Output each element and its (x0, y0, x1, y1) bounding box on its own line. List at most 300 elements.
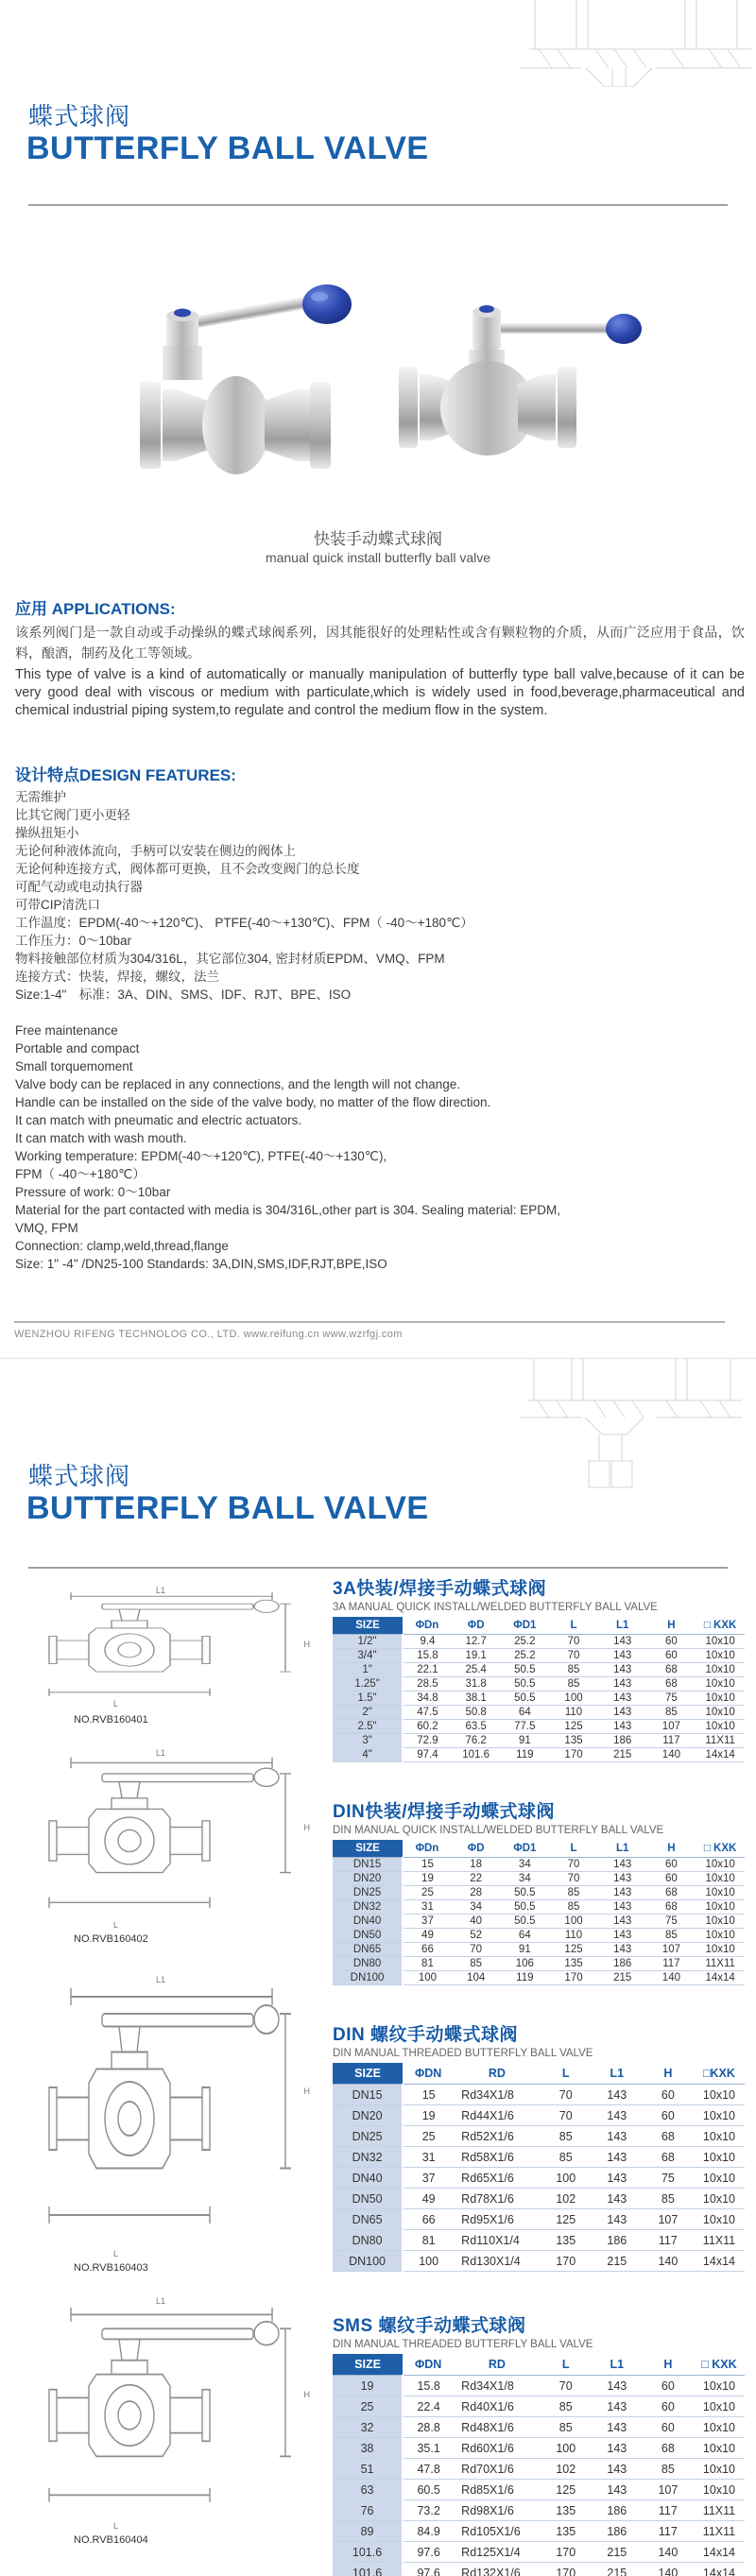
table-cell: 22 (452, 1872, 501, 1886)
table-cell: 135 (549, 1734, 598, 1748)
table-cell: 12.7 (452, 1635, 501, 1649)
table-cell: 170 (541, 2251, 592, 2272)
table-cell: 117 (643, 2500, 694, 2521)
table-cell: 1.25" (333, 1677, 403, 1692)
table-row (333, 1649, 745, 1663)
applications-heading: 应用 APPLICATIONS: (15, 600, 176, 618)
table-cell: DN50 (333, 1929, 403, 1943)
table-row (333, 2376, 745, 2396)
table-cell: 10x10 (696, 1692, 745, 1706)
table-cell: 63 (333, 2480, 403, 2500)
header-cell: H (643, 2063, 694, 2085)
drawing-label: NO.RVB160401 (74, 1714, 148, 1726)
header-cell: L (541, 2063, 592, 2085)
table-row (333, 1663, 745, 1677)
table-cell: Rd34X1/8 (454, 2376, 541, 2396)
feature-line: Size:1-4" 标准：3A、DIN、SMS、IDF、RJT、BPE、ISO (15, 987, 352, 1002)
tech-drawing-3 (28, 1977, 312, 2281)
table-row (333, 2105, 745, 2126)
table-cell: 102 (541, 2189, 592, 2209)
table-cell: 68 (647, 1886, 696, 1900)
table-cell: 50.5 (500, 1677, 549, 1692)
header-row (333, 1840, 745, 1858)
table-cell: DN50 (333, 2189, 403, 2209)
table-cell: 60 (647, 1872, 696, 1886)
table-cell: 32 (333, 2417, 403, 2438)
table-cell: 10x10 (694, 2417, 745, 2438)
table-cell: 107 (643, 2209, 694, 2230)
table-section-din-threaded (333, 2020, 745, 2272)
drawing-label: NO.RVB160404 (74, 2534, 148, 2546)
table-cell: 170 (549, 1748, 598, 1762)
table-cell: 104 (452, 1971, 501, 1985)
table-row (333, 1677, 745, 1692)
table-row (333, 1957, 745, 1971)
table-cell: 170 (541, 2542, 592, 2563)
table-cell: 186 (592, 2500, 643, 2521)
table-section-din-quick (333, 1797, 745, 1985)
table-cell: 52 (452, 1929, 501, 1943)
table-title-cn: DIN 螺纹手动蝶式球阀 (333, 2025, 519, 2045)
header-cell: ΦDn (403, 1840, 452, 1858)
table-title-cn: 3A快装/焊接手动蝶式球阀 (333, 1579, 547, 1599)
table-cell: 51 (333, 2459, 403, 2480)
table-cell: 68 (643, 2438, 694, 2459)
header-cell: L (549, 1617, 598, 1635)
table-cell: 170 (549, 1971, 598, 1985)
title-divider (28, 204, 728, 206)
table-cell: 85 (647, 1706, 696, 1720)
table-cell: 10x10 (696, 1677, 745, 1692)
header-row (333, 2354, 745, 2376)
table-cell: 11X11 (696, 1957, 745, 1971)
dim-label-l: L (113, 2249, 119, 2258)
table-cell: 143 (592, 2417, 643, 2438)
tech-drawing-4 (28, 2298, 312, 2553)
dim-label-h: H (303, 2086, 310, 2096)
table-cell: 125 (541, 2209, 592, 2230)
table-cell: 75 (643, 2168, 694, 2189)
table-cell: 4" (333, 1748, 403, 1762)
table-cell: 66 (403, 1943, 452, 1957)
table-cell: 14x14 (694, 2542, 745, 2563)
table-cell: 66 (403, 2209, 454, 2230)
table-cell: 10x10 (694, 2147, 745, 2168)
table-section-3a-quick (333, 1574, 745, 1762)
table-cell: 60.2 (403, 1720, 452, 1734)
table-row (333, 1943, 745, 1957)
table-cell: 170 (541, 2563, 592, 2576)
table-row (333, 2500, 745, 2521)
table-cell: 143 (592, 2189, 643, 2209)
table-cell: DN100 (333, 2251, 403, 2272)
page-title-cn: 蝶式球阀 (28, 102, 131, 130)
table-cell: Rd78X1/6 (454, 2189, 541, 2209)
table-cell: 1.5" (333, 1692, 403, 1706)
table-cell: Rd132X1/6 (454, 2563, 541, 2576)
table-title-en: 3A MANUAL QUICK INSTALL/WELDED BUTTERFLY BALL VALVE (333, 1602, 658, 1613)
table-cell: 60 (643, 2105, 694, 2126)
table-cell: 25 (403, 1886, 452, 1900)
features-heading: 设计特点DESIGN FEATURES: (15, 766, 236, 784)
header-cell: ΦDn (403, 1617, 452, 1635)
table-row (333, 2438, 745, 2459)
table-cell: 10x10 (696, 1900, 745, 1915)
table-cell: DN15 (333, 1858, 403, 1872)
table-cell: DN40 (333, 1915, 403, 1929)
table-cell: 143 (592, 2126, 643, 2147)
header-cell: ΦDN (403, 2063, 454, 2085)
table-cell: 85 (452, 1957, 501, 1971)
header-cell: RD (454, 2354, 541, 2376)
table-cell: 25.4 (452, 1663, 501, 1677)
feature-line: 可配气动或电动执行器 (15, 880, 143, 894)
table-cell: 85 (549, 1663, 598, 1677)
table-cell: 117 (643, 2230, 694, 2251)
table-cell: 143 (592, 2105, 643, 2126)
table-cell: 60 (647, 1858, 696, 1872)
table-cell: 186 (598, 1734, 647, 1748)
table-cell: 107 (643, 2480, 694, 2500)
table-cell: DN15 (333, 2085, 403, 2105)
feature-line: 无论何种液体流向，手柄可以安装在侧边的阀体上 (15, 844, 296, 858)
table-row (333, 2521, 745, 2542)
dim-label-l: L (113, 1920, 119, 1930)
table-cell: Rd98X1/6 (454, 2500, 541, 2521)
feature-line: Portable and compact (15, 1041, 140, 1056)
table-title-en: DIN MANUAL THREADED BUTTERFLY BALL VALVE (333, 2339, 593, 2350)
table-cell: 25 (333, 2396, 403, 2417)
table-row (333, 1858, 745, 1872)
spec-table-3a (333, 1617, 745, 1762)
table-cell: 107 (647, 1720, 696, 1734)
table-cell: 14x14 (696, 1971, 745, 1985)
valve-section-sketch (444, 0, 756, 87)
table-cell: 10x10 (694, 2126, 745, 2147)
table-cell: 70 (549, 1872, 598, 1886)
table-cell: 70 (549, 1649, 598, 1663)
table-cell: Rd95X1/6 (454, 2209, 541, 2230)
table-cell: 70 (541, 2105, 592, 2126)
header-cell: SIZE (333, 2354, 403, 2376)
table-cell: 215 (598, 1748, 647, 1762)
table-cell: 119 (500, 1971, 549, 1985)
table-cell: 70 (541, 2085, 592, 2105)
table-cell: 143 (592, 2396, 643, 2417)
table-cell: 38 (333, 2438, 403, 2459)
spec-table-din-threaded (333, 2063, 745, 2272)
table-cell: 76 (333, 2500, 403, 2521)
valve-section-sketch-2 (515, 1359, 747, 1496)
table-cell: 100 (549, 1915, 598, 1929)
table-cell: DN80 (333, 2230, 403, 2251)
table-cell: 143 (592, 2209, 643, 2230)
table-cell: 47.8 (403, 2459, 454, 2480)
table-cell: 143 (592, 2376, 643, 2396)
dim-label-l1: L1 (156, 2296, 166, 2306)
table-cell: 31 (403, 2147, 454, 2168)
dim-label-l1: L1 (156, 1586, 166, 1595)
table-cell: 60 (643, 2396, 694, 2417)
table-cell: 50.5 (500, 1692, 549, 1706)
table-cell: 10x10 (694, 2396, 745, 2417)
feature-line: 工作温度：EPDM(-40～+120℃)、 PTFE(-40～+130℃)、FPM（ -40～+180℃） (15, 916, 473, 930)
table-cell: 143 (592, 2168, 643, 2189)
table-cell: 68 (647, 1900, 696, 1915)
table-cell: 50.5 (500, 1915, 549, 1929)
table-cell: 37 (403, 1915, 452, 1929)
table-title-en: DIN MANUAL THREADED BUTTERFLY BALL VALVE (333, 2048, 593, 2059)
header-cell: H (647, 1840, 696, 1858)
table-cell: 60 (647, 1635, 696, 1649)
table-cell: 75 (647, 1915, 696, 1929)
table-row (333, 2126, 745, 2147)
table-cell: 10x10 (696, 1720, 745, 1734)
table-cell: 28.8 (403, 2417, 454, 2438)
table-cell: 34 (500, 1872, 549, 1886)
table-cell: 73.2 (403, 2500, 454, 2521)
table-cell: 85 (541, 2147, 592, 2168)
table-cell: DN65 (333, 2209, 403, 2230)
table-cell: DN40 (333, 2168, 403, 2189)
table-cell: 140 (647, 1971, 696, 1985)
table-cell: 91 (500, 1734, 549, 1748)
header-cell: L (541, 2354, 592, 2376)
table-cell: 38.1 (452, 1692, 501, 1706)
dim-label-h: H (303, 1823, 310, 1833)
table-row (333, 1886, 745, 1900)
table-row (333, 2542, 745, 2563)
table-cell: 186 (592, 2230, 643, 2251)
table-cell: 15.8 (403, 1649, 452, 1663)
table-cell: DN20 (333, 2105, 403, 2126)
table-cell: 85 (647, 1929, 696, 1943)
table-cell: 1" (333, 1663, 403, 1677)
table-row (333, 1872, 745, 1886)
table-cell: 10x10 (694, 2189, 745, 2209)
table-cell: 11X11 (694, 2521, 745, 2542)
table-cell: 10x10 (694, 2480, 745, 2500)
table-section-sms-threaded (333, 2311, 745, 2576)
table-cell: 15 (403, 1858, 452, 1872)
table-cell: 89 (333, 2521, 403, 2542)
table-cell: 10x10 (696, 1635, 745, 1649)
table-cell: Rd58X1/6 (454, 2147, 541, 2168)
table-cell: 101.6 (333, 2563, 403, 2576)
tech-drawing-2 (28, 1750, 312, 1952)
header-cell: ΦD (452, 1840, 501, 1858)
header-row (333, 1617, 745, 1635)
table-row (333, 1734, 745, 1748)
table-row (333, 1706, 745, 1720)
table-cell: 85 (541, 2396, 592, 2417)
table-cell: 135 (541, 2230, 592, 2251)
feature-line: Pressure of work: 0～10bar (15, 1185, 171, 1199)
table-cell: 50.5 (500, 1663, 549, 1677)
header-cell: L1 (592, 2063, 643, 2085)
feature-line: Small torquemoment (15, 1059, 133, 1073)
table-cell: 117 (647, 1957, 696, 1971)
table-cell: 60.5 (403, 2480, 454, 2500)
table-row (333, 2147, 745, 2168)
table-row (333, 2230, 745, 2251)
table-cell: 81 (403, 2230, 454, 2251)
header-cell: ΦD1 (500, 1617, 549, 1635)
table-cell: 25 (403, 2126, 454, 2147)
table-cell: 1/2" (333, 1635, 403, 1649)
table-cell: Rd60X1/6 (454, 2438, 541, 2459)
table-row (333, 1720, 745, 1734)
table-row (333, 1748, 745, 1762)
table-cell: 47.5 (403, 1706, 452, 1720)
table-cell: 140 (643, 2542, 694, 2563)
table-cell: 19 (403, 2105, 454, 2126)
table-cell: 76.2 (452, 1734, 501, 1748)
table-cell: 50.5 (500, 1900, 549, 1915)
table-cell: 100 (549, 1692, 598, 1706)
table-cell: 68 (643, 2147, 694, 2168)
table-cell: 14x14 (696, 1748, 745, 1762)
table-cell: 22.1 (403, 1663, 452, 1677)
feature-line: 物料接触部位材质为304/316L，其它部位304, 密封材质EPDM、VMQ、FPM (15, 952, 445, 966)
table-cell: 143 (598, 1943, 647, 1957)
table-cell: 11X11 (694, 2500, 745, 2521)
table-row (333, 2209, 745, 2230)
table-row (333, 1971, 745, 1985)
header-cell: SIZE (333, 1840, 403, 1858)
table-cell: 117 (647, 1734, 696, 1748)
table-cell: 143 (598, 1677, 647, 1692)
spec-table-din (333, 1840, 745, 1985)
table-row (333, 1635, 745, 1649)
footer-company: WENZHOU RIFENG TECHNOLOG CO., LTD. www.reifung.cn www.wzrfgj.com (14, 1329, 403, 1340)
table-cell: 11X11 (696, 1734, 745, 1748)
table-cell: DN32 (333, 1900, 403, 1915)
feature-line: Free maintenance (15, 1023, 118, 1038)
table-cell: Rd34X1/8 (454, 2085, 541, 2105)
table-cell: 28 (452, 1886, 501, 1900)
feature-line: Size: 1" -4" /DN25-100 Standards: 3A,DIN,SMS,IDF,RJT,BPE,ISO (15, 1257, 387, 1271)
table-cell: DN32 (333, 2147, 403, 2168)
table-cell: Rd40X1/6 (454, 2396, 541, 2417)
table-cell: 2.5" (333, 1720, 403, 1734)
feature-line: VMQ, FPM (15, 1221, 78, 1235)
dim-label-h: H (303, 1639, 310, 1649)
table-cell: 186 (592, 2521, 643, 2542)
table-cell: Rd65X1/6 (454, 2168, 541, 2189)
table-cell: 143 (592, 2438, 643, 2459)
table-cell: Rd130X1/4 (454, 2251, 541, 2272)
table-title-cn: DIN快装/焊接手动蝶式球阀 (333, 1802, 556, 1822)
table-cell: Rd85X1/6 (454, 2480, 541, 2500)
dim-label-l: L (113, 2521, 119, 2531)
table-cell: 143 (592, 2459, 643, 2480)
table-cell: 64 (500, 1706, 549, 1720)
feature-line: Handle can be installed on the side of the valve body, no matter of the flow direction. (15, 1095, 491, 1109)
table-cell: 143 (598, 1900, 647, 1915)
table-cell: 3" (333, 1734, 403, 1748)
table-cell: 140 (643, 2563, 694, 2576)
table-cell: 140 (643, 2251, 694, 2272)
header-cell: L (549, 1840, 598, 1858)
table-cell: 50.5 (500, 1886, 549, 1900)
table-cell: 97.6 (403, 2542, 454, 2563)
header-cell: L1 (598, 1617, 647, 1635)
table-cell: 70 (452, 1943, 501, 1957)
table-cell: 14x14 (694, 2563, 745, 2576)
page2-title-en: BUTTERFLY BALL VALVE (26, 1490, 429, 1526)
table-cell: Rd70X1/6 (454, 2459, 541, 2480)
footer-divider (14, 1321, 725, 1323)
dim-label-h: H (303, 2390, 310, 2400)
table-cell: 85 (541, 2417, 592, 2438)
table-cell: 18 (452, 1858, 501, 1872)
table-row (333, 2168, 745, 2189)
photo-caption-en: manual quick install butterfly ball valve (265, 550, 491, 565)
table-cell: 35.1 (403, 2438, 454, 2459)
table-cell: 19 (333, 2376, 403, 2396)
table-cell: 125 (549, 1720, 598, 1734)
table-cell: 64 (500, 1929, 549, 1943)
header-cell: ΦD (452, 1617, 501, 1635)
table-cell: 70 (541, 2376, 592, 2396)
table-cell: 143 (598, 1720, 647, 1734)
drawing-label: NO.RVB160402 (74, 1933, 148, 1945)
table-cell: Rd52X1/6 (454, 2126, 541, 2147)
header-cell: SIZE (333, 2063, 403, 2085)
table-cell: 49 (403, 1929, 452, 1943)
table-cell: 215 (592, 2251, 643, 2272)
table-cell: 85 (643, 2459, 694, 2480)
table-cell: 10x10 (696, 1872, 745, 1886)
table-cell: 10x10 (696, 1886, 745, 1900)
table-cell: 107 (647, 1943, 696, 1957)
table-cell: 135 (549, 1957, 598, 1971)
table-cell: 143 (598, 1663, 647, 1677)
table-cell: 117 (643, 2521, 694, 2542)
page2-title-cn: 蝶式球阀 (28, 1462, 131, 1490)
table-cell: 19 (403, 1872, 452, 1886)
page-title-en: BUTTERFLY BALL VALVE (26, 130, 429, 166)
feature-line: FPM（ -40～+180℃） (15, 1167, 146, 1181)
table-cell: 110 (549, 1929, 598, 1943)
table-cell: 143 (598, 1915, 647, 1929)
table-row (333, 1692, 745, 1706)
table-cell: 85 (549, 1900, 598, 1915)
table-cell: 143 (598, 1872, 647, 1886)
table-cell: 9.4 (403, 1635, 452, 1649)
table-cell: 100 (403, 1971, 452, 1985)
product-photo-right (386, 276, 650, 484)
photo-caption-cn: 快装手动蝶式球阀 (314, 530, 442, 548)
applications-text-cn: 该系列阀门是一款自动或手动操纵的蝶式球阀系列，因其能很好的处理粘性或含有颗粒物的介质，从而广泛应用于食品，饮料，酿酒，制药及化工等领域。 (15, 625, 745, 661)
table-cell: Rd110X1/4 (454, 2230, 541, 2251)
table-cell: DN25 (333, 1886, 403, 1900)
table-cell: 102 (541, 2459, 592, 2480)
table-row (333, 2459, 745, 2480)
feature-line: Connection: clamp,weld,thread,flange (15, 1239, 229, 1253)
table-row (333, 1915, 745, 1929)
table-cell: 60 (647, 1649, 696, 1663)
table-cell: 97.6 (403, 2563, 454, 2576)
table-cell: 101.6 (333, 2542, 403, 2563)
table-cell: 143 (592, 2147, 643, 2168)
header-cell: ΦDN (403, 2354, 454, 2376)
table-cell: 14x14 (694, 2251, 745, 2272)
table-cell: 10x10 (696, 1929, 745, 1943)
table-cell: 10x10 (696, 1663, 745, 1677)
drawing-label: NO.RVB160403 (74, 2262, 148, 2274)
